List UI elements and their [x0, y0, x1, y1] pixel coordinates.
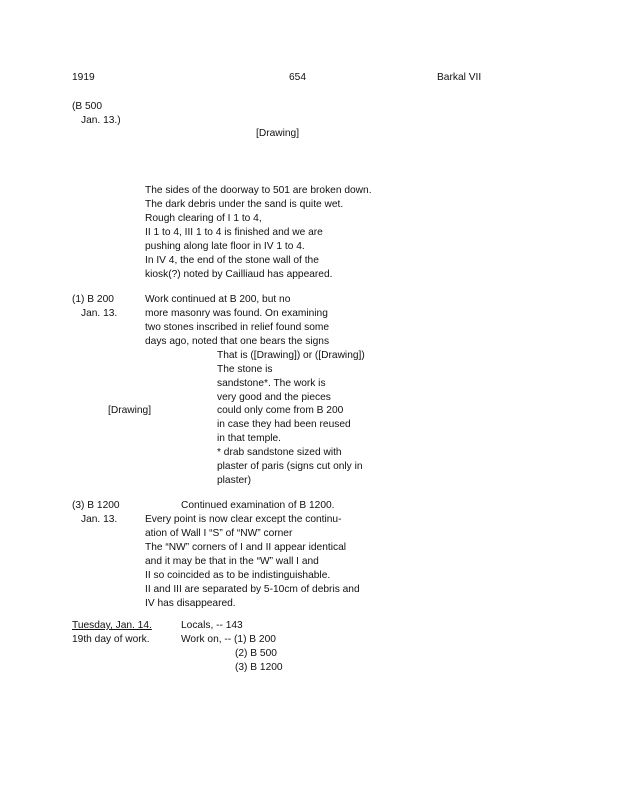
- page-number: 654: [289, 72, 306, 83]
- entry-b500-line: In IV 4, the end of the stone wall of the: [145, 255, 319, 266]
- entry-b1200-line: and it may be that in the “W” wall I and: [145, 556, 319, 567]
- entry-b200-line: two stones inscribed in relief found some: [145, 322, 330, 333]
- entry-b1200-line: IV has disappeared.: [145, 598, 236, 609]
- entry-b500-drawing: [Drawing]: [256, 128, 300, 139]
- entry-b1200-line: II and III are separated by 5-10cm of debris and: [145, 584, 360, 595]
- entry-b500-line: kiosk(?) noted by Cailliaud has appeared.: [145, 269, 333, 280]
- entry-b1200-line: The “NW” corners of I and II appear identical: [145, 542, 347, 553]
- entry-b1200-line: Every point is now clear except the continu-: [145, 514, 342, 525]
- entry-b500-date: Jan. 13.): [81, 115, 121, 126]
- entry-b200-indented-line: The stone is: [217, 364, 273, 375]
- entry-b1200-date: Jan. 13.: [81, 514, 118, 525]
- entry-b500-line: The sides of the doorway to 501 are broken down.: [145, 185, 372, 196]
- header-volume: Barkal VII: [437, 72, 482, 83]
- entry-b200-indented-line: That is ([Drawing]) or ([Drawing]): [217, 350, 365, 361]
- entry-b500-line: Rough clearing of I 1 to 4,: [145, 213, 262, 224]
- entry-b200-indented-line: sandstone*. The work is: [217, 378, 326, 389]
- entry-b1200-line: ation of Wall I “S” of “NW” corner: [145, 528, 293, 539]
- entry-b200-line: Work continued at B 200, but no: [145, 294, 291, 305]
- entry-b200-line: more masonry was found. On examining: [145, 308, 328, 319]
- entry-b200-indented-line: in case they had been reused: [217, 419, 351, 430]
- entry-tuesday-day: 19th day of work.: [72, 634, 150, 645]
- entry-tuesday-site: (3) B 1200: [235, 662, 283, 673]
- entry-b200-indented-line: very good and the pieces: [217, 392, 331, 403]
- entry-b200-footnote-line: plaster of paris (signs cut only in: [217, 461, 363, 472]
- entry-tuesday-site: (2) B 500: [235, 648, 277, 659]
- entry-b200-footnote-line: * drab sandstone sized with: [217, 447, 342, 458]
- entry-tuesday-work-on: Work on, -- (1) B 200: [181, 634, 276, 645]
- entry-tuesday-date: Tuesday, Jan. 14.: [72, 620, 152, 631]
- entry-b500-line: pushing along late floor in IV 1 to 4.: [145, 241, 305, 252]
- entry-b200-indented-line: could only come from B 200: [217, 405, 344, 416]
- entry-b200-line: days ago, noted that one bears the signs: [145, 336, 330, 347]
- entry-b500-line: The dark debris under the sand is quite wet.: [145, 199, 344, 210]
- entry-tuesday-locals: Locals, -- 143: [181, 620, 243, 631]
- entry-b200-label: (1) B 200: [72, 294, 114, 305]
- entry-b1200-label: (3) B 1200: [72, 500, 120, 511]
- entry-b200-indented-line: in that temple.: [217, 433, 281, 444]
- entry-b500-line: II 1 to 4, III 1 to 4 is finished and we are: [145, 227, 323, 238]
- entry-b200-date: Jan. 13.: [81, 308, 118, 319]
- entry-b500-label: (B 500: [72, 101, 103, 112]
- entry-b1200-line: II so coincided as to be indistinguishable.: [145, 570, 331, 581]
- entry-b1200-first-line: Continued examination of B 1200.: [181, 500, 335, 511]
- entry-b200-footnote-line: plaster): [217, 475, 251, 486]
- header-year: 1919: [72, 72, 95, 83]
- entry-b200-drawing: [Drawing]: [108, 405, 152, 416]
